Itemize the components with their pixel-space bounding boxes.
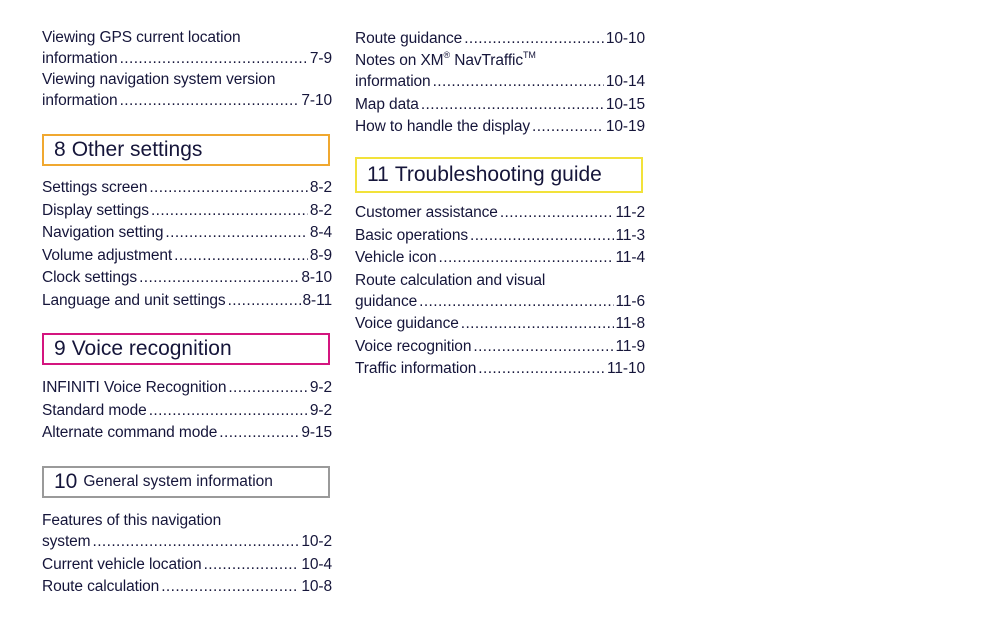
toc-entry-title-line1: Viewing navigation system version <box>42 71 276 88</box>
dot-leader <box>532 116 604 137</box>
toc-entry[interactable] <box>42 554 332 575</box>
registered-mark: ® <box>443 50 451 60</box>
section-number: 11 <box>367 163 389 186</box>
toc-entry[interactable] <box>355 202 645 223</box>
toc-page-number: 11-4 <box>615 249 645 266</box>
toc-entry-title: Language and unit settings <box>42 291 226 309</box>
section-title: General system information <box>83 473 273 490</box>
section-title: Other settings <box>71 138 203 161</box>
dot-leader <box>419 291 613 312</box>
toc-entry[interactable] <box>355 336 645 357</box>
toc-entry[interactable] <box>355 270 645 312</box>
toc-page-number: 9-2 <box>309 379 332 396</box>
dot-leader <box>439 247 614 268</box>
toc-entry[interactable] <box>42 69 332 111</box>
dot-leader <box>139 267 299 288</box>
dot-leader <box>500 202 614 223</box>
dot-leader <box>120 48 308 69</box>
section-title: Voice recognition <box>71 337 232 360</box>
toc-page-number: 11-3 <box>615 226 645 244</box>
toc-entry-title-line1 <box>355 50 645 71</box>
dot-leader <box>161 576 299 597</box>
toc-entry-title: Voice recognition <box>355 337 472 355</box>
toc-entry[interactable] <box>42 576 332 597</box>
toc-entry[interactable] <box>355 313 645 334</box>
toc-entry[interactable] <box>355 28 645 49</box>
toc-page-number: 10-14 <box>605 73 645 90</box>
dot-leader <box>149 177 308 198</box>
toc-entry[interactable] <box>42 290 332 311</box>
toc-entry-title-text: Notes on XM <box>355 52 444 69</box>
toc-entry-title: information <box>42 50 118 67</box>
toc-entry[interactable] <box>42 400 332 421</box>
toc-page-number: 8-4 <box>309 224 332 241</box>
dot-leader <box>93 531 300 552</box>
toc-entry-title: Settings screen <box>42 179 148 196</box>
toc-page-number: 11-10 <box>607 360 645 377</box>
dot-leader <box>149 400 308 421</box>
section-header-voice-recognition[interactable] <box>42 333 330 365</box>
toc-entry[interactable] <box>42 27 332 69</box>
toc-entry-title: Basic operations <box>355 226 468 244</box>
toc-entry[interactable] <box>355 247 645 268</box>
toc-entry-title: Route guidance <box>355 30 463 47</box>
toc-entry[interactable] <box>42 377 332 398</box>
dot-leader <box>204 554 300 575</box>
toc-entry-title: system <box>42 533 91 550</box>
section-header-troubleshooting-guide[interactable] <box>355 157 643 193</box>
toc-page-number: 10-4 <box>301 555 332 573</box>
dot-leader <box>470 225 614 246</box>
toc-entry[interactable] <box>42 177 332 198</box>
toc-entry-list <box>355 28 645 137</box>
toc-entry[interactable] <box>42 422 332 443</box>
toc-entry-title: Voice guidance <box>355 315 459 332</box>
toc-entry[interactable] <box>355 94 645 115</box>
dot-leader <box>478 358 605 379</box>
section-number: 9 <box>54 337 66 360</box>
toc-page-number: 11-9 <box>615 337 645 355</box>
dot-leader <box>120 90 300 111</box>
trademark-mark: TM <box>523 50 536 60</box>
toc-page-number: 8-11 <box>302 291 332 309</box>
toc-entry-title-line1: Features of this navigation <box>42 512 222 529</box>
toc-entry-title: information <box>42 92 118 109</box>
toc-entry-title: Customer assistance <box>355 204 498 221</box>
section-header-other-settings[interactable] <box>42 134 330 166</box>
section-header-general-system-information[interactable] <box>42 466 330 498</box>
toc-page-number: 10-19 <box>605 118 645 135</box>
toc-entry[interactable] <box>42 222 332 243</box>
section-entry-list <box>355 202 645 379</box>
toc-entry-title: Display settings <box>42 201 149 219</box>
section-entry-list <box>42 377 332 443</box>
section-number: 8 <box>54 138 66 161</box>
toc-entry[interactable] <box>42 200 332 221</box>
toc-page-number: 8-9 <box>309 246 332 264</box>
toc-entry-title-text: NavTraffic <box>450 52 524 69</box>
section-entry-list <box>42 177 332 311</box>
toc-page-number: 10-2 <box>301 533 332 550</box>
dot-leader <box>473 336 613 357</box>
toc-page-number: 8-2 <box>309 179 332 196</box>
dot-leader <box>165 222 307 243</box>
toc-entry-title: Alternate command mode <box>42 424 218 441</box>
toc-page-number: 11-8 <box>615 315 645 332</box>
toc-entry-title: Volume adjustment <box>42 246 173 264</box>
toc-entry-title: Traffic information <box>355 360 477 377</box>
toc-entry[interactable] <box>42 245 332 266</box>
toc-entry-title: INFINITI Voice Recognition <box>42 379 227 396</box>
toc-entry-title: Standard mode <box>42 401 147 419</box>
dot-leader <box>461 313 614 334</box>
toc-entry-title: Current vehicle location <box>42 555 202 573</box>
toc-page-number: 7-10 <box>301 92 332 109</box>
toc-entry-title: Clock settings <box>42 269 138 286</box>
toc-entry[interactable] <box>42 267 332 288</box>
toc-page-number: 10-10 <box>605 30 645 47</box>
toc-entry-title: Vehicle icon <box>355 249 437 266</box>
toc-page-number: 11-6 <box>615 292 645 310</box>
dot-leader <box>421 94 604 115</box>
toc-entry[interactable] <box>355 116 645 137</box>
dot-leader <box>433 71 604 92</box>
toc-entry-title: guidance <box>355 292 418 310</box>
toc-page-number: 11-2 <box>615 204 645 221</box>
toc-entry[interactable] <box>355 358 645 379</box>
toc-page-number: 10-15 <box>605 95 645 113</box>
toc-entry-title-line1: Viewing GPS current location <box>42 29 241 46</box>
toc-entry-title: Map data <box>355 95 419 113</box>
toc-entry-title: information <box>355 73 431 90</box>
toc-entry[interactable] <box>355 50 645 92</box>
dot-leader <box>219 422 299 443</box>
section-number: 10 <box>54 470 78 493</box>
toc-entry[interactable] <box>355 225 645 246</box>
section-title: Troubleshooting guide <box>394 163 602 186</box>
toc-entry-title: Route calculation <box>42 578 160 595</box>
toc-page-number: 7-9 <box>309 50 332 67</box>
toc-entry[interactable] <box>42 510 332 552</box>
toc-entry-title: How to handle the display <box>355 118 531 135</box>
toc-page-number: 8-10 <box>301 269 332 286</box>
toc-entry-title-line1: Route calculation and visual <box>355 271 546 289</box>
toc-page-number: 9-15 <box>301 424 332 441</box>
dot-leader <box>228 377 308 398</box>
section-entry-list <box>42 510 332 597</box>
dot-leader <box>151 200 308 221</box>
toc-page-number: 10-8 <box>301 578 332 595</box>
toc-page-number: 9-2 <box>309 401 332 419</box>
toc-page-number: 8-2 <box>309 201 332 219</box>
dot-leader <box>228 290 301 311</box>
dot-leader <box>464 28 604 49</box>
dot-leader <box>174 245 308 266</box>
toc-entry-title: Navigation setting <box>42 224 164 241</box>
